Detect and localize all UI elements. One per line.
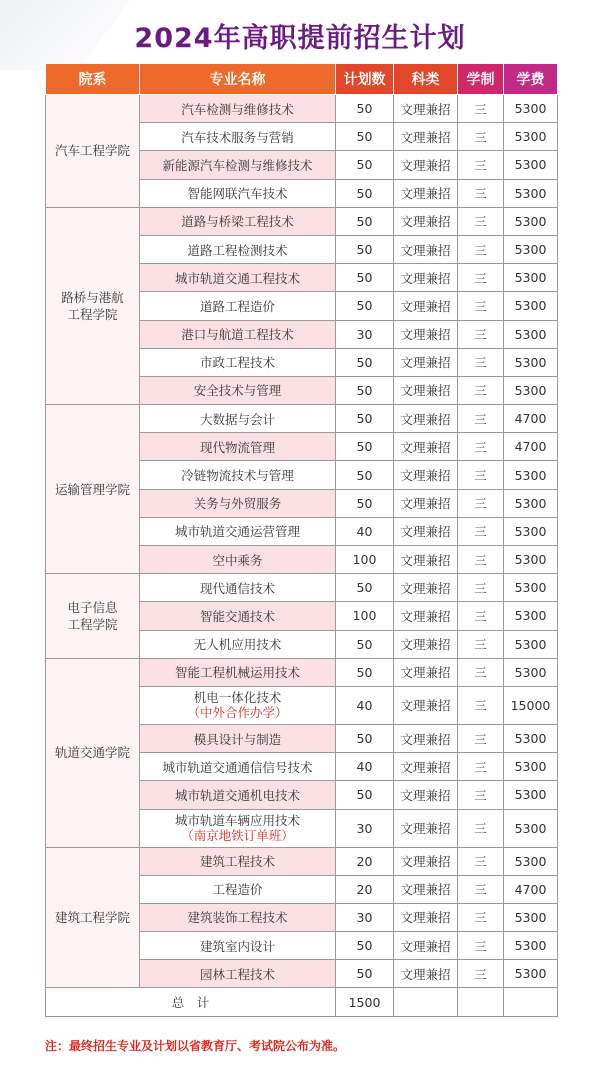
plan-count-cell: 50 — [336, 405, 394, 433]
major-name: 园林工程技术 — [199, 966, 275, 982]
category-cell: 文理兼招 — [394, 123, 458, 151]
plan-count-cell: 50 — [336, 151, 394, 179]
header-tuition: 学费 — [504, 64, 558, 95]
department-cell: 电子信息 工程学院 — [46, 574, 140, 659]
table-row — [46, 658, 558, 686]
header-duration: 学制 — [458, 64, 504, 95]
major-name: 现代通信技术 — [199, 580, 275, 596]
major-cell — [140, 292, 336, 320]
tuition-cell: 5300 — [504, 546, 558, 574]
duration-cell: 三 — [458, 405, 504, 433]
category-cell: 文理兼招 — [394, 405, 458, 433]
tuition-cell: 5300 — [504, 264, 558, 292]
plan-count-cell: 50 — [336, 264, 394, 292]
category-cell: 文理兼招 — [394, 179, 458, 207]
category-cell: 文理兼招 — [394, 546, 458, 574]
plan-count-cell: 30 — [336, 809, 394, 847]
tuition-cell: 5300 — [504, 574, 558, 602]
major-name: 空中乘务 — [212, 552, 263, 568]
plan-count-cell: 50 — [336, 292, 394, 320]
major-cell — [140, 264, 336, 292]
major-cell — [140, 546, 336, 574]
major-name: 模具设计与制造 — [193, 731, 282, 747]
major-cell — [140, 781, 336, 809]
table-row — [46, 405, 558, 433]
major-cell — [140, 433, 336, 461]
major-name: 智能工程机械运用技术 — [174, 665, 300, 681]
duration-cell: 三 — [458, 179, 504, 207]
plan-count-cell: 20 — [336, 847, 394, 875]
plan-count-cell: 50 — [336, 207, 394, 235]
plan-count-cell: 50 — [336, 433, 394, 461]
duration-cell: 三 — [458, 658, 504, 686]
duration-cell: 三 — [458, 207, 504, 235]
category-cell: 文理兼招 — [394, 686, 458, 724]
major-name: 城市轨道交通通信信号技术 — [162, 759, 313, 775]
duration-cell: 三 — [458, 433, 504, 461]
plan-count-cell: 50 — [336, 960, 394, 988]
plan-count-cell: 50 — [336, 724, 394, 752]
category-cell: 文理兼招 — [394, 903, 458, 931]
tuition-cell: 5300 — [504, 602, 558, 630]
total-plan: 1500 — [336, 988, 394, 1017]
major-cell — [140, 348, 336, 376]
plan-count-cell: 30 — [336, 903, 394, 931]
footnote: 注：最终招生专业及计划以省教育厅、考试院公布为准。 — [45, 1039, 346, 1053]
major-name: 建筑装饰工程技术 — [187, 910, 288, 926]
duration-cell: 三 — [458, 546, 504, 574]
duration-cell: 三 — [458, 809, 504, 847]
tuition-cell: 5300 — [504, 724, 558, 752]
tuition-cell: 5300 — [504, 489, 558, 517]
department-cell: 建筑工程学院 — [46, 847, 140, 988]
duration-cell: 三 — [458, 932, 504, 960]
duration-cell: 三 — [458, 574, 504, 602]
category-cell: 文理兼招 — [394, 658, 458, 686]
category-cell: 文理兼招 — [394, 95, 458, 123]
category-cell: 文理兼招 — [394, 753, 458, 781]
tuition-cell: 15000 — [504, 686, 558, 724]
major-cell — [140, 517, 336, 545]
major-cell — [140, 630, 336, 658]
major-name: 市政工程技术 — [199, 355, 275, 371]
major-cell — [140, 95, 336, 123]
major-name: 建筑室内设计 — [199, 938, 275, 954]
major-cell — [140, 602, 336, 630]
tuition-cell: 5300 — [504, 292, 558, 320]
category-cell: 文理兼招 — [394, 292, 458, 320]
table-row — [46, 95, 558, 123]
major-cell — [140, 123, 336, 151]
duration-cell: 三 — [458, 847, 504, 875]
major-name: 智能网联汽车技术 — [187, 186, 288, 202]
major-cell — [140, 809, 336, 847]
duration-cell: 三 — [458, 461, 504, 489]
tuition-cell: 5300 — [504, 461, 558, 489]
table-body — [46, 95, 558, 988]
major-name: 城市轨道车辆应用技术 — [174, 813, 300, 828]
major-name: 新能源汽车检测与维修技术 — [162, 157, 313, 173]
category-cell: 文理兼招 — [394, 602, 458, 630]
duration-cell: 三 — [458, 517, 504, 545]
category-cell: 文理兼招 — [394, 151, 458, 179]
major-note: （南京地铁订单班） — [181, 828, 294, 843]
category-cell: 文理兼招 — [394, 630, 458, 658]
table-header-row — [46, 64, 558, 95]
category-cell: 文理兼招 — [394, 781, 458, 809]
major-name: 港口与航道工程技术 — [181, 327, 294, 343]
major-cell — [140, 753, 336, 781]
plan-count-cell: 50 — [336, 95, 394, 123]
duration-cell: 三 — [458, 264, 504, 292]
plan-count-cell: 50 — [336, 376, 394, 404]
major-cell — [140, 376, 336, 404]
major-cell — [140, 658, 336, 686]
plan-count-cell: 50 — [336, 123, 394, 151]
table-row — [46, 207, 558, 235]
major-name: 无人机应用技术 — [193, 637, 282, 653]
tuition-cell: 5300 — [504, 376, 558, 404]
major-cell — [140, 151, 336, 179]
duration-cell: 三 — [458, 753, 504, 781]
plan-count-cell: 20 — [336, 875, 394, 903]
department-cell: 汽车工程学院 — [46, 95, 140, 208]
category-cell: 文理兼招 — [394, 264, 458, 292]
total-empty-cell — [504, 988, 558, 1017]
plan-count-cell: 50 — [336, 781, 394, 809]
category-cell: 文理兼招 — [394, 960, 458, 988]
duration-cell: 三 — [458, 960, 504, 988]
major-name: 工程造价 — [212, 882, 263, 898]
duration-cell: 三 — [458, 292, 504, 320]
major-name: 关务与外贸服务 — [193, 496, 282, 512]
tuition-cell: 5300 — [504, 932, 558, 960]
category-cell: 文理兼招 — [394, 348, 458, 376]
major-name: 汽车检测与维修技术 — [181, 101, 294, 117]
tuition-cell: 5300 — [504, 348, 558, 376]
major-cell — [140, 724, 336, 752]
plan-count-cell: 50 — [336, 658, 394, 686]
major-name: 机电一体化技术 — [193, 690, 282, 706]
tuition-cell: 4700 — [504, 875, 558, 903]
header-major: 专业名称 — [140, 64, 336, 95]
tuition-cell: 5300 — [504, 658, 558, 686]
major-cell — [140, 574, 336, 602]
major-cell — [140, 179, 336, 207]
plan-count-cell: 30 — [336, 320, 394, 348]
tuition-cell: 5300 — [504, 630, 558, 658]
tuition-cell: 5300 — [504, 95, 558, 123]
tuition-cell: 5300 — [504, 781, 558, 809]
page-title: 2024年高职提前招生计划 — [134, 23, 466, 54]
duration-cell: 三 — [458, 602, 504, 630]
tuition-cell: 5300 — [504, 960, 558, 988]
tuition-cell: 5300 — [504, 809, 558, 847]
plan-count-cell: 40 — [336, 517, 394, 545]
plan-count-cell: 50 — [336, 932, 394, 960]
duration-cell: 三 — [458, 123, 504, 151]
plan-count-cell: 50 — [336, 630, 394, 658]
major-cell — [140, 903, 336, 931]
duration-cell: 三 — [458, 348, 504, 376]
tuition-cell: 5300 — [504, 235, 558, 263]
major-cell — [140, 320, 336, 348]
header-plan-count: 计划数 — [336, 64, 394, 95]
duration-cell: 三 — [458, 781, 504, 809]
department-cell: 运输管理学院 — [46, 405, 140, 574]
major-name: 汽车技术服务与营销 — [181, 129, 294, 145]
major-name: 大数据与会计 — [199, 411, 275, 427]
tuition-cell: 5300 — [504, 517, 558, 545]
duration-cell: 三 — [458, 875, 504, 903]
duration-cell: 三 — [458, 320, 504, 348]
tuition-cell: 4700 — [504, 405, 558, 433]
header-department: 院系 — [46, 64, 140, 95]
category-cell: 文理兼招 — [394, 433, 458, 461]
total-label: 总 计 — [46, 988, 336, 1017]
plan-count-cell: 50 — [336, 461, 394, 489]
tuition-cell: 5300 — [504, 123, 558, 151]
category-cell: 文理兼招 — [394, 875, 458, 903]
major-name: 现代物流管理 — [199, 439, 275, 455]
major-name: 建筑工程技术 — [199, 854, 275, 870]
plan-count-cell: 40 — [336, 686, 394, 724]
duration-cell: 三 — [458, 235, 504, 263]
duration-cell: 三 — [458, 151, 504, 179]
category-cell: 文理兼招 — [394, 932, 458, 960]
category-cell: 文理兼招 — [394, 376, 458, 404]
duration-cell: 三 — [458, 903, 504, 931]
category-cell: 文理兼招 — [394, 489, 458, 517]
category-cell: 文理兼招 — [394, 847, 458, 875]
major-cell — [140, 847, 336, 875]
tuition-cell: 5300 — [504, 320, 558, 348]
duration-cell: 三 — [458, 489, 504, 517]
category-cell: 文理兼招 — [394, 809, 458, 847]
category-cell: 文理兼招 — [394, 517, 458, 545]
total-row — [46, 988, 558, 1017]
category-cell: 文理兼招 — [394, 320, 458, 348]
tuition-cell: 5300 — [504, 753, 558, 781]
major-cell — [140, 875, 336, 903]
major-name: 道路工程造价 — [199, 298, 275, 314]
duration-cell: 三 — [458, 95, 504, 123]
major-name: 智能交通技术 — [199, 608, 275, 624]
major-cell — [140, 489, 336, 517]
tuition-cell: 4700 — [504, 433, 558, 461]
duration-cell: 三 — [458, 376, 504, 404]
table-row — [46, 847, 558, 875]
tuition-cell: 5300 — [504, 207, 558, 235]
plan-count-cell: 50 — [336, 489, 394, 517]
major-note: （中外合作办学） — [187, 705, 288, 721]
plan-count-cell: 100 — [336, 546, 394, 574]
major-cell — [140, 207, 336, 235]
major-cell — [140, 686, 336, 724]
category-cell: 文理兼招 — [394, 207, 458, 235]
tuition-cell: 5300 — [504, 903, 558, 931]
plan-count-cell: 40 — [336, 753, 394, 781]
table-row — [46, 574, 558, 602]
plan-count-cell: 50 — [336, 348, 394, 376]
duration-cell: 三 — [458, 724, 504, 752]
major-name: 城市轨道交通运营管理 — [174, 524, 300, 540]
major-name: 道路工程检测技术 — [187, 242, 288, 258]
tuition-cell: 5300 — [504, 151, 558, 179]
major-name: 城市轨道交通工程技术 — [174, 270, 300, 286]
major-name: 冷链物流技术与管理 — [181, 468, 294, 484]
major-name: 城市轨道交通机电技术 — [174, 787, 300, 803]
major-cell — [140, 405, 336, 433]
major-cell — [140, 960, 336, 988]
header-category: 科类 — [394, 64, 458, 95]
total-empty-cell — [394, 988, 458, 1017]
major-cell — [140, 461, 336, 489]
major-name: 安全技术与管理 — [193, 383, 282, 399]
category-cell: 文理兼招 — [394, 724, 458, 752]
tuition-cell: 5300 — [504, 179, 558, 207]
plan-count-cell: 50 — [336, 179, 394, 207]
enrollment-plan-table — [45, 63, 558, 1017]
department-cell: 路桥与港航 工程学院 — [46, 207, 140, 404]
plan-count-cell: 50 — [336, 574, 394, 602]
department-cell: 轨道交通学院 — [46, 658, 140, 847]
plan-count-cell: 100 — [336, 602, 394, 630]
major-cell — [140, 235, 336, 263]
total-empty-cell — [458, 988, 504, 1017]
major-name: 道路与桥梁工程技术 — [181, 214, 294, 230]
major-cell — [140, 932, 336, 960]
category-cell: 文理兼招 — [394, 461, 458, 489]
duration-cell: 三 — [458, 630, 504, 658]
duration-cell: 三 — [458, 686, 504, 724]
plan-count-cell: 50 — [336, 235, 394, 263]
category-cell: 文理兼招 — [394, 235, 458, 263]
tuition-cell: 5300 — [504, 847, 558, 875]
category-cell: 文理兼招 — [394, 574, 458, 602]
